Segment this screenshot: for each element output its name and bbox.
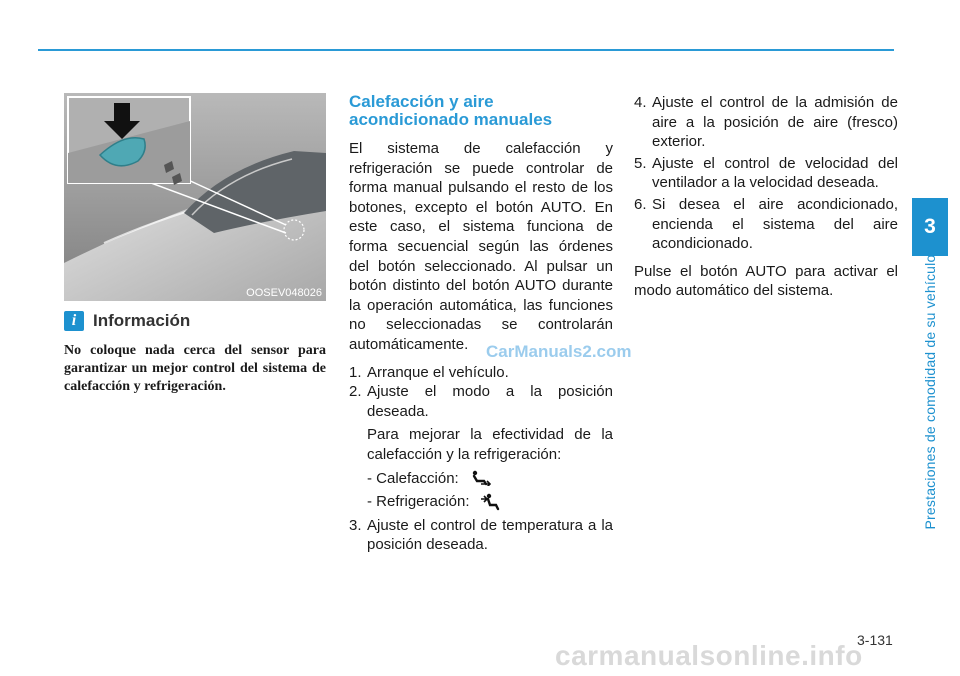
column-right bbox=[634, 93, 898, 301]
cooling-item bbox=[349, 492, 613, 512]
closing-paragraph: Pulse el botón AUTO para activar el modo automático del sistema. bbox=[634, 262, 898, 300]
info-icon: i bbox=[64, 311, 84, 331]
footer-watermark: carmanualsonline.info bbox=[555, 640, 863, 671]
steps-list bbox=[349, 363, 613, 422]
steps-list-right bbox=[634, 93, 898, 254]
watermark-text: CarManuals2.com bbox=[486, 342, 632, 361]
heating-item bbox=[349, 469, 613, 489]
column-left bbox=[64, 93, 326, 396]
section-title-line2: acondicionado manuales bbox=[349, 110, 553, 129]
chapter-label: Prestaciones de comodidad de su vehículo bbox=[922, 254, 938, 530]
page-number: 3-131 bbox=[857, 632, 893, 648]
list-item: 6. Si desea el aire acondicionado, encienda el sistema del aire acondicionado. bbox=[634, 195, 898, 253]
info-body: No coloque nada cerca del sensor para garantizar un mejor control del sistema de calefacción y refrigeración. bbox=[64, 343, 326, 394]
list-item: 1. Arranque el vehículo. bbox=[349, 363, 509, 381]
info-header bbox=[64, 311, 326, 331]
sensor-figure bbox=[64, 93, 326, 301]
steps-list-continued bbox=[349, 516, 613, 555]
section-title-line1: Calefacción y aire bbox=[349, 92, 494, 111]
step2-note: Para mejorar la efectividad de la calefacción y la refrigeración: bbox=[367, 426, 613, 463]
list-item: 2. Ajuste el modo a la posición deseada. bbox=[349, 383, 613, 420]
floor-mode-icon bbox=[469, 470, 491, 486]
chapter-number: 3 bbox=[924, 215, 936, 238]
list-item: 3. Ajuste el control de temperatura a la posición deseada. bbox=[349, 516, 613, 554]
list-item: 5. Ajuste el control de velocidad del ventilador a la velocidad deseada. bbox=[634, 154, 898, 192]
car-windshield-illustration bbox=[64, 93, 326, 301]
face-mode-icon bbox=[480, 493, 502, 511]
info-title: Información bbox=[93, 311, 191, 330]
section-intro: El sistema de calefacción y refrigeración se puede controlar de forma manual pulsando el resto de los botones, excepto el botón AUTO. En este caso, el sistema funciona de forma secuencial según las órdenes del botón seleccionado. Al pulsar un botón distinto del botón AUTO durante la operación automática, las funciones no seleccionadas se controlarán automáticamente. bbox=[349, 140, 613, 353]
header-rule bbox=[38, 49, 894, 51]
cooling-label: - Refrigeración: bbox=[367, 493, 470, 511]
heating-label: - Calefacción: bbox=[367, 469, 459, 487]
column-middle bbox=[349, 93, 613, 555]
figure-code: OOSEV048026 bbox=[246, 287, 322, 299]
section-title bbox=[349, 93, 613, 129]
list-item: 4. Ajuste el control de la admisión de aire a la posición de aire (fresco) exterior. bbox=[634, 94, 898, 151]
